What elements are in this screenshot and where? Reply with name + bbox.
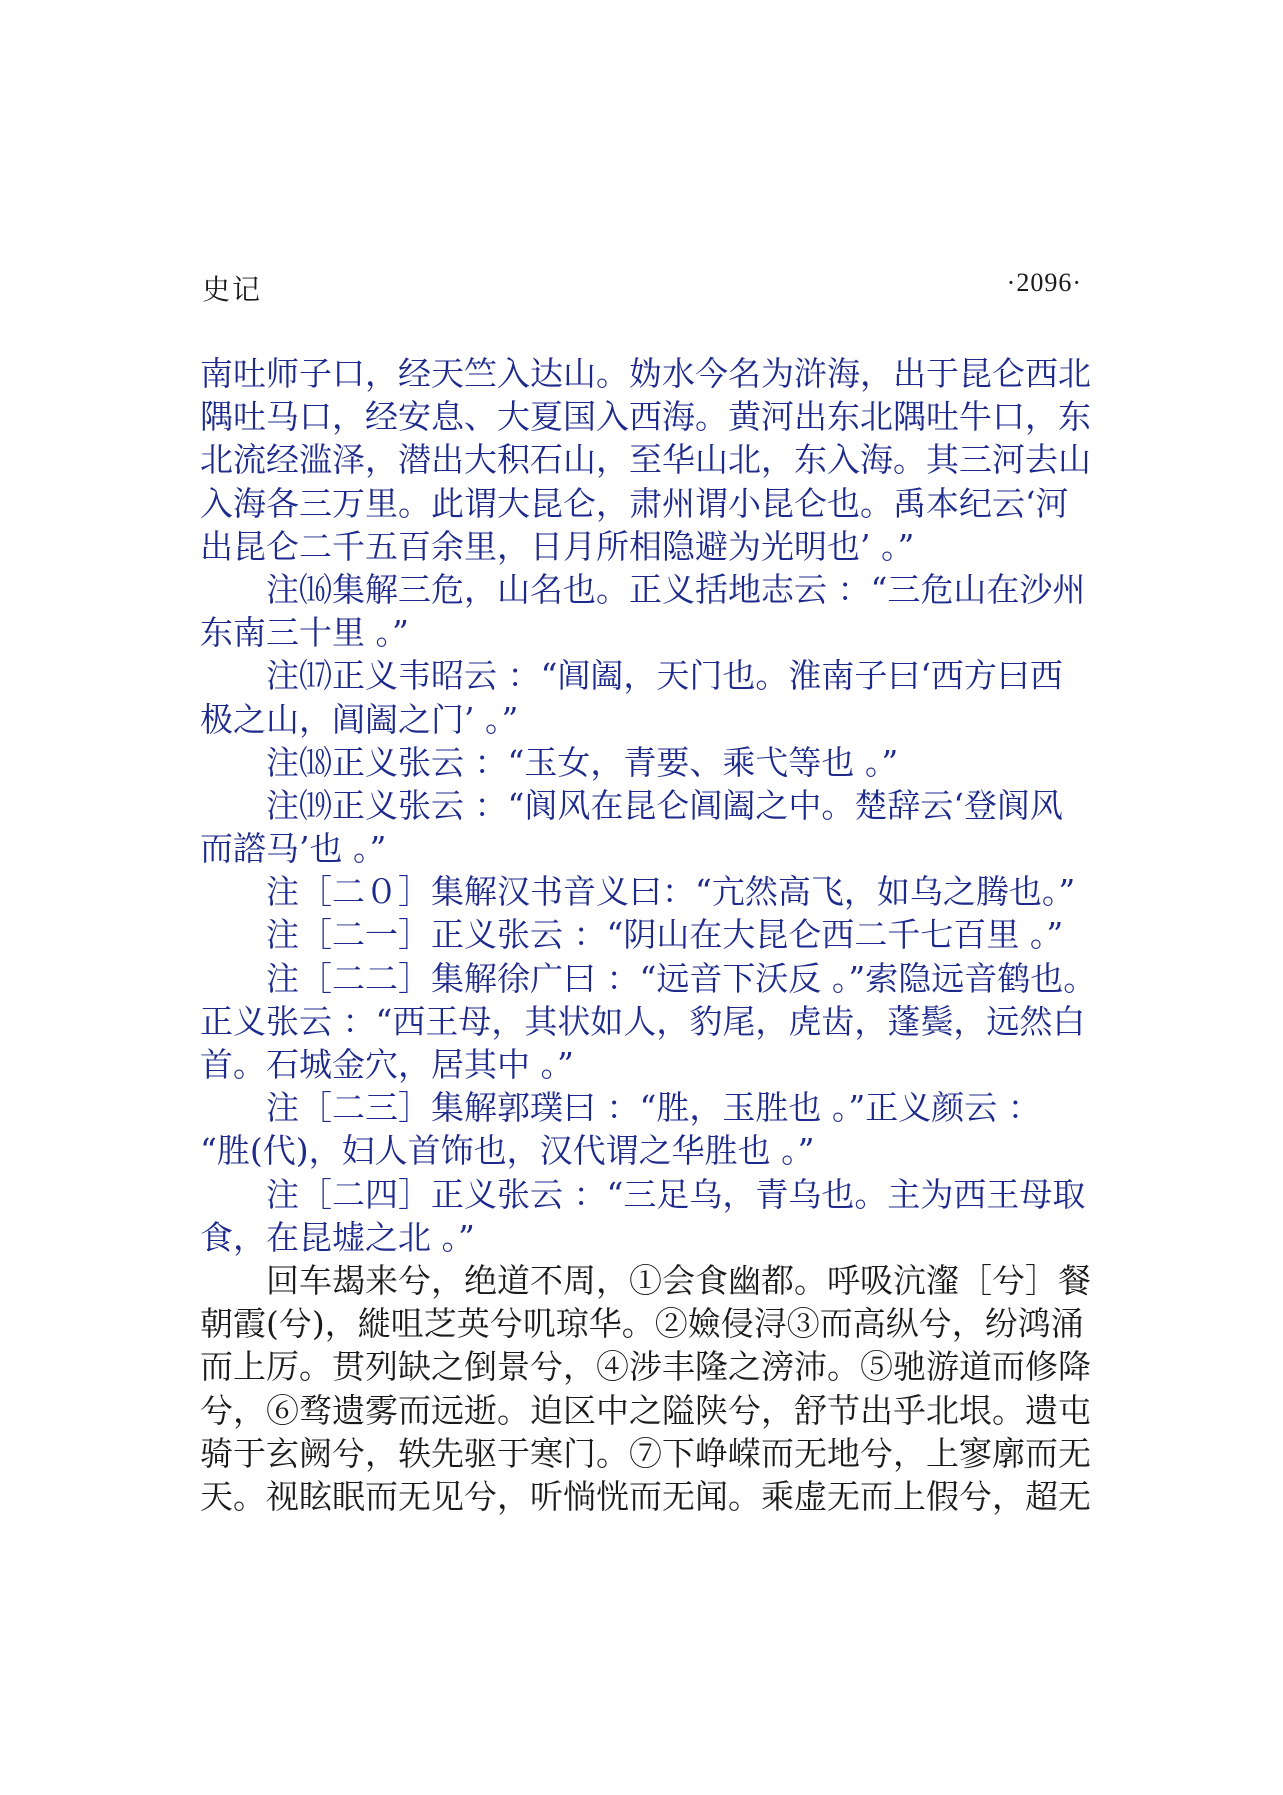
main-text-line: 兮，⑥骛遗雾而远逝。迫区中之隘陕兮，舒节出乎北垠。遗屯	[200, 1390, 1091, 1430]
commentary-line: 注［二一］正义张云 ：“阴山在大昆仑西二千七百里 。”	[200, 915, 1064, 955]
commentary-line: 注⒆正义张云 ：“阆风在昆仑阊阖之中。楚辞云‘登阆风	[200, 785, 1063, 825]
commentary-line: 而譗马’也 。”	[200, 829, 387, 869]
commentary-line: 注［二０］集解汉书音义曰：“亢然高飞，如乌之腾也。”	[200, 872, 1076, 912]
commentary-line: 注⒅正义张云 ：“玉女，青要、乘弋等也 。”	[200, 742, 899, 782]
commentary-line: 注［二三］集解郭璞曰 ：“胜，玉胜也 。”正义颜云 ：	[200, 1088, 1041, 1128]
commentary-line: 首。石城金穴，居其中 。”	[200, 1045, 574, 1084]
commentary-line: 注［二二］集解徐广曰 ：“远音下沃反 。”索隐远音鹤也。	[200, 958, 1097, 998]
book-title: 史记	[202, 273, 263, 306]
commentary-line: 出昆仑二千五百余里，日月所相隐避为光明也’ 。”	[200, 526, 915, 566]
commentary-line: 注［二四］正义张云 ：“三足乌，青乌也。主为西王母取	[200, 1174, 1086, 1214]
main-text-line: 而上厉。贯列缺之倒景兮，④涉丰隆之滂沛。⑤驰游道而修降	[200, 1347, 1091, 1387]
page-number: ·2096·	[1006, 268, 1082, 297]
commentary-line: 注⒄正义韦昭云 ：“阊阖，天门也。淮南子曰‘西方曰西	[200, 656, 1063, 696]
commentary-line: 入海各三万里。此谓大昆仑，肃州谓小昆仑也。禹本纪云‘河	[200, 483, 1069, 523]
body-text	[200, 352, 1100, 1518]
commentary-line: 北流经滥泽，潜出大积石山，至华山北，东入海。其三河去山	[200, 440, 1091, 480]
commentary-line: “胜(代)，妇人首饰也，汉代谓之华胜也 。”	[200, 1131, 815, 1171]
running-header	[202, 268, 1082, 308]
commentary-line: 隅吐马口，经安息、大夏国入西海。黄河出东北隅吐牛口，东	[200, 397, 1091, 437]
commentary-line: 注⒃集解三危，山名也。正义括地志云 ：“三危山在沙州	[200, 569, 1086, 609]
commentary-line: 极之山，阊阖之门’ 。”	[200, 699, 519, 739]
main-text-line: 回车朅来兮，绝道不周，①会食幽都。呼吸沆瀣［兮］餐	[200, 1260, 1091, 1300]
commentary-line: 东南三十里 。”	[200, 613, 409, 653]
main-text-line: 骑于玄阙兮，轶先驱于寒门。⑦下峥嵘而无地兮，上寥廓而无	[200, 1433, 1091, 1473]
commentary-line: 南吐师子口，经天竺入达山。妫水今名为浒海，出于昆仑西北	[200, 354, 1091, 393]
commentary-line: 食，在昆墟之北 。”	[200, 1217, 475, 1257]
main-text-line: 朝霞(兮)，縰咀芝英兮叽琼华。②嬐侵浔③而高纵兮，纷鸿涌	[200, 1304, 1084, 1344]
commentary-line: 正义张云 ：“西王母，其状如人，豹尾，虎齿，蓬鬓，远然白	[200, 1001, 1086, 1041]
main-text-line: 天。视眩眠而无见兮，听惝恍而无闻。乘虚无而上假兮，超无	[200, 1476, 1091, 1516]
